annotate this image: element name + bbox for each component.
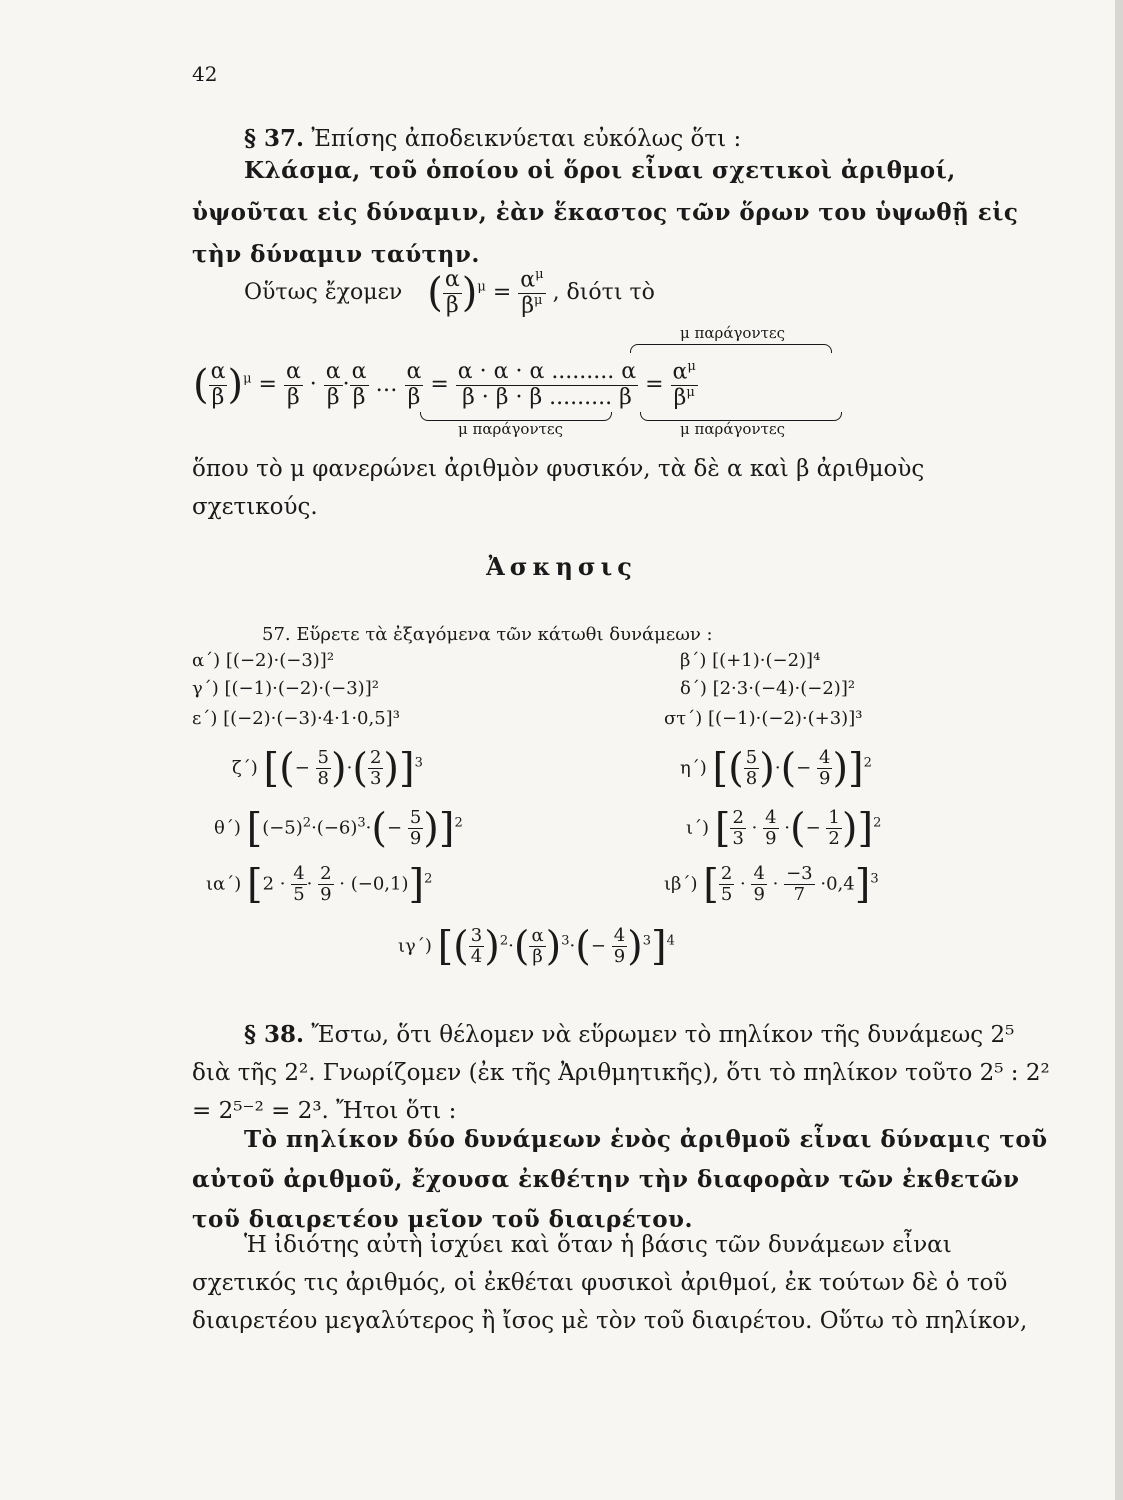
- exercise-h: η΄) [( $\frac{5}{8}$ )·(− $\frac{4}{9}$ )]$^2$: [680, 745, 872, 792]
- exercise-z-label: ζ΄): [232, 757, 258, 779]
- page-number: 42: [192, 62, 218, 86]
- sec38-label: § 38.: [244, 1021, 305, 1048]
- exercise-i: ι΄) [ $\frac{2}{3}$ · $\frac{4}{9}$ ·(− $\frac{1}{2}$ )]$^2$: [686, 805, 882, 852]
- sec38-p2: Ἡ ἰδιότης αὐτὴ ἰσχύει καὶ ὅταν ἡ βάσις τῶν δυνάμεων εἶναι σχετικός τις ἀριθμός, οἱ ἐκθέται φυσικοὶ ἀριθμοί, ἐκ τούτων δὲ ὁ τοῦ διαιρετέου μεγαλύτερος ἢ ἴσος μὲ τὸν τοῦ διαιρέτου. Οὕτω τὸ πηλίκον,: [192, 1232, 1028, 1334]
- exercise-ib-label: ιβ΄): [664, 873, 698, 895]
- sec37-example-tail: , διότι τὸ: [552, 280, 655, 306]
- exercise-h-label: η΄): [680, 757, 707, 779]
- sec38-rule: Τὸ πηλίκον δύο δυνάμεων ἑνὸς ἀριθμοῦ εἶναι δύναμις τοῦ αὐτοῦ ἀριθμοῦ, ἔχουσα ἐκθέτην τὴν διαφορὰν τῶν ἐκθετῶν τοῦ διαιρετέου μεῖον τοῦ διαιρέτου.: [192, 1126, 1048, 1233]
- brace-label-left: μ παράγοντες: [458, 420, 564, 438]
- exercise-e: ε΄) [(−2)·(−3)·4·1·0,5]³: [192, 708, 400, 729]
- brace-label-right: μ παράγοντες: [680, 420, 786, 438]
- sec37-intro-text: Ἐπίσης ἀποδεικνύεται εὐκόλως ὅτι :: [311, 126, 742, 152]
- exercise-ia: ια΄) [2 · $\frac{4}{5}$ · $\frac{2}{9}$ · (−0,1)]$^2$: [206, 861, 433, 908]
- exercise-c: γ΄) [(−1)·(−2)·(−3)]²: [192, 678, 379, 699]
- page-edge-shadow: [1115, 0, 1123, 1500]
- exercise-f: στ΄) [(−1)·(−2)·(+3)]³: [664, 708, 863, 729]
- overbrace: [630, 344, 832, 353]
- exercise-th-label: θ΄): [214, 817, 241, 839]
- exercise-b: β΄) [(+1)·(−2)]⁴: [680, 650, 821, 671]
- brace-label-top: μ παράγοντες: [680, 324, 786, 342]
- sec37-explanation: ὅπου τὸ μ φανερώνει ἀριθμὸν φυσικόν, τὰ δὲ α καὶ β ἀριθμοὺς σχετικούς.: [192, 456, 925, 520]
- sec37-label: § 37.: [244, 125, 305, 152]
- derivation-equation: ( $\frac{\alpha}{\beta}$ )$^\mu$ = $\frac{\alpha}{\beta}$ · $\frac{\alpha}{\beta}$ · $\frac{\alpha}{\beta}$ … $\frac{\alpha}{\beta}$ = $\frac{\alpha \cdot \alpha \cdot \alpha ......... \alpha}{\beta \cdot \beta \cdot \beta ......... \beta}$ = $\frac{\alpha^\mu}{\beta^\mu}$: [193, 359, 696, 410]
- exercises-intro: 57. Εὕρετε τὰ ἐξαγόμενα τῶν κάτωθι δυνάμεων :: [262, 624, 713, 645]
- sec37-rule: Κλάσμα, τοῦ ὁποίου οἱ ὅροι εἶναι σχετικοὶ ἀριθμοί, ὑψοῦται εἰς δύναμιν, ἐὰν ἕκαστος τῶν ὅρων του ὑψωθῇ εἰς τὴν δύναμιν ταύτην.: [192, 157, 1019, 268]
- exercise-ia-label: ια΄): [206, 873, 242, 895]
- exercise-ib: ιβ΄) [ $\frac{2}{5}$ · $\frac{4}{9}$ · $\frac{-3}{7}$ ·0,4]$^3$: [664, 861, 879, 908]
- sec38-p1: [192, 1016, 1054, 1130]
- exercise-ig: ιγ΄) [( $\frac{3}{4}$ )$^2$·( $\frac{\alpha}{\beta}$ )$^3$·(− $\frac{4}{9}$ )$^3$]$^4$: [398, 923, 675, 970]
- exercise-a: α΄) [(−2)·(−3)]²: [192, 650, 335, 671]
- exercise-ig-label: ιγ΄): [398, 935, 432, 957]
- sec37-example-line: [244, 268, 655, 318]
- sec37-example-intro: Οὕτως ἔχομεν: [244, 280, 403, 306]
- sec38-p1-text: Ἔστω, ὅτι θέλομεν νὰ εὕρωμεν τὸ πηλίκον τῆς δυνάμεως 2⁵ διὰ τῆς 2². Γνωρίζομεν (ἐκ τῆς Ἀριθμητικῆς), ὅτι τὸ πηλίκον τοῦτο 2⁵ : 2² = 2⁵⁻² = 2³. Ἤτοι ὅτι :: [192, 1022, 1050, 1124]
- exercise-i-label: ι΄): [686, 817, 710, 839]
- exercise-th: θ΄) [$(-5)^2\cdot(-6)^3\cdot(-$ $\frac{5}{9}$ )]$^2$: [214, 805, 463, 852]
- exercise-z: ζ΄) [(− $\frac{5}{8}$ )·( $\frac{2}{3}$ )]$^3$: [232, 745, 423, 792]
- exercise-d: δ΄) [2·3·(−4)·(−2)]²: [680, 678, 856, 699]
- formula-power-of-fraction: ( $\frac{\alpha}{\beta}$ )$^\mu$ = $\frac{\alpha^\mu}{\beta^\mu}$: [427, 267, 544, 318]
- exercises-heading: Ἀσκησις: [486, 552, 637, 581]
